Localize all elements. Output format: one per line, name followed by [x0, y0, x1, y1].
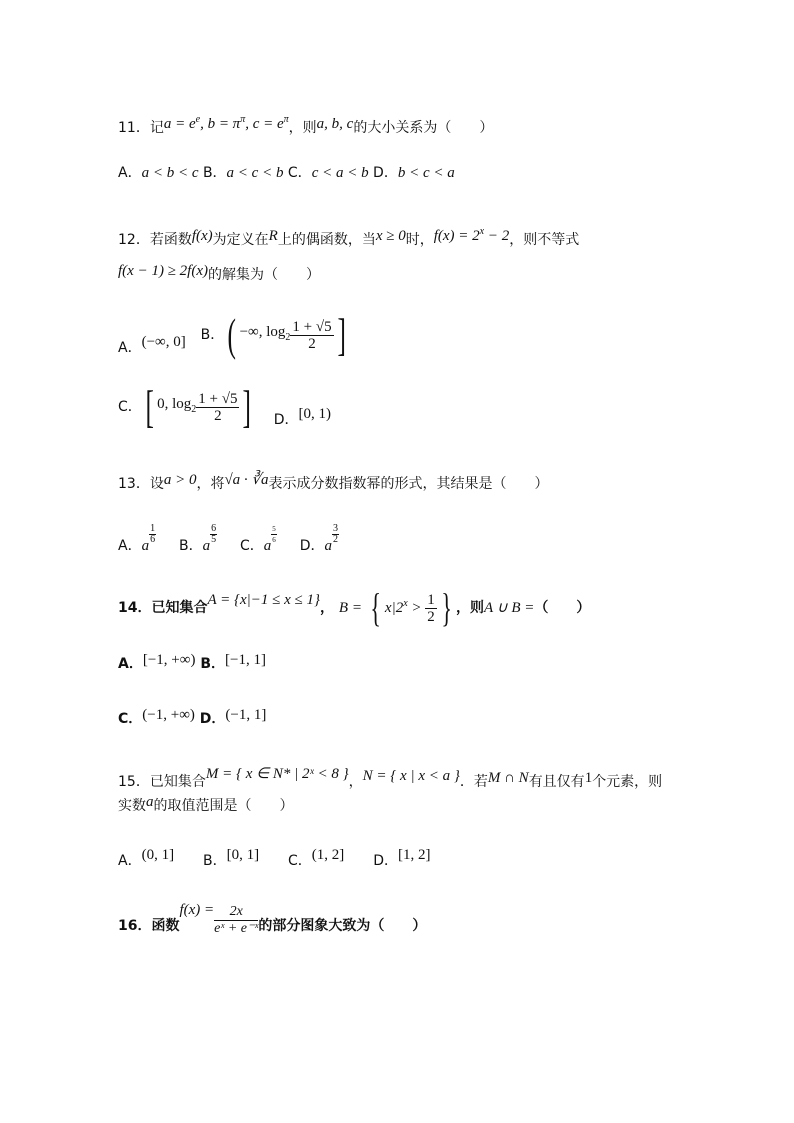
option-a[interactable]: A．(0, 1] — [118, 847, 175, 869]
option-a[interactable]: A．[−1, +∞) — [118, 652, 196, 672]
question-12-options-cd — [118, 381, 331, 434]
question-12-options-ab — [118, 309, 349, 362]
question-11-stem: 11．记$a = e^e$, $b = \pi^\pi$, $c = e^\pi$，则a, b, c的大小关系为（ ） — [118, 114, 494, 136]
option-c[interactable]: C．(1, 2] — [288, 847, 345, 869]
option-a[interactable]: A．a $\frac{1}{6}$ — [118, 523, 156, 554]
question-15-stem-line2: 实数a的取值范围是（ ） — [118, 794, 294, 814]
option-b[interactable]: B．[−1, 1] — [200, 652, 266, 672]
question-16-stem: 16．函数f(x) = $\frac{2x}{\text{eˣ + e⁻ˣ}}$ 的部分图象大致为（ ） — [118, 902, 427, 936]
option-b[interactable]: B．( −∞, $\log_2$ $\frac{1 + √5}{2}$ ] — [200, 309, 346, 360]
question-12-stem-line2: f(x − 1) ≥ 2f(x)的解集为（ ） — [118, 263, 320, 283]
question-14-options-ab — [118, 650, 266, 674]
option-a[interactable]: A．(−∞, 0] — [118, 334, 186, 356]
question-14-stem: 14．已知集合A = {x|−1 ≤ x ≤ 1}， B = { $x|2^x$ > $\frac{1}{2}$ } ，则A ∪ B =（ ） — [118, 585, 591, 630]
question-13-stem: 13．设a > 0，将√a · ∛a表示成分数指数幂的形式，其结果是（ ） — [118, 472, 549, 492]
option-d[interactable]: D．b < c < a — [373, 165, 455, 181]
option-c[interactable]: C．c < a < b — [287, 165, 369, 181]
option-c[interactable]: C．a $\frac{5}{6}$ — [240, 525, 276, 554]
option-b[interactable]: B．a < c < b — [202, 165, 284, 181]
fraction: $\frac{2x}{\text{eˣ + e⁻ˣ}}$ — [214, 903, 259, 936]
question-number: 11．记 — [118, 120, 164, 136]
option-d[interactable]: D．[0, 1) — [273, 406, 331, 428]
option-c[interactable]: C．(−1, +∞) — [118, 707, 195, 727]
option-a[interactable]: A．a < b < c — [118, 165, 199, 181]
set-b: B = { $x|2^x$ > $\frac{1}{2}$ } — [338, 585, 452, 630]
question-14-options-cd — [118, 705, 266, 729]
question-15-stem: 15．已知集合M = { x ∈ N* | 2ˣ < 8 }，N = { x | x < a }．若M ∩ N有且仅有1个元素，则 — [118, 766, 663, 790]
option-b[interactable]: B．a $\frac{6}{5}$ — [178, 523, 217, 554]
option-c[interactable]: C．[ 0, $\log_2$ $\frac{1 + √5}{2}$ ] — [118, 381, 252, 432]
math-vars: a, b, c — [316, 116, 354, 132]
option-d[interactable]: D．(−1, 1] — [199, 707, 267, 727]
question-13-options — [118, 524, 339, 556]
option-b[interactable]: B．[0, 1] — [202, 847, 260, 869]
question-12-stem: 12．若函数f(x)为定义在R上的偶函数，当x ≥ 0时，$f(x) = 2^x - 2$，则不等式 — [118, 226, 580, 248]
question-11-options — [118, 163, 455, 183]
math-a: $a = e^e$, $b = \pi^\pi$, $c = e^\pi$ — [163, 114, 289, 132]
option-d[interactable]: D．a $\frac{3}{2}$ — [299, 523, 338, 554]
option-d[interactable]: D．[1, 2] — [373, 847, 431, 869]
question-15-options — [118, 845, 430, 871]
